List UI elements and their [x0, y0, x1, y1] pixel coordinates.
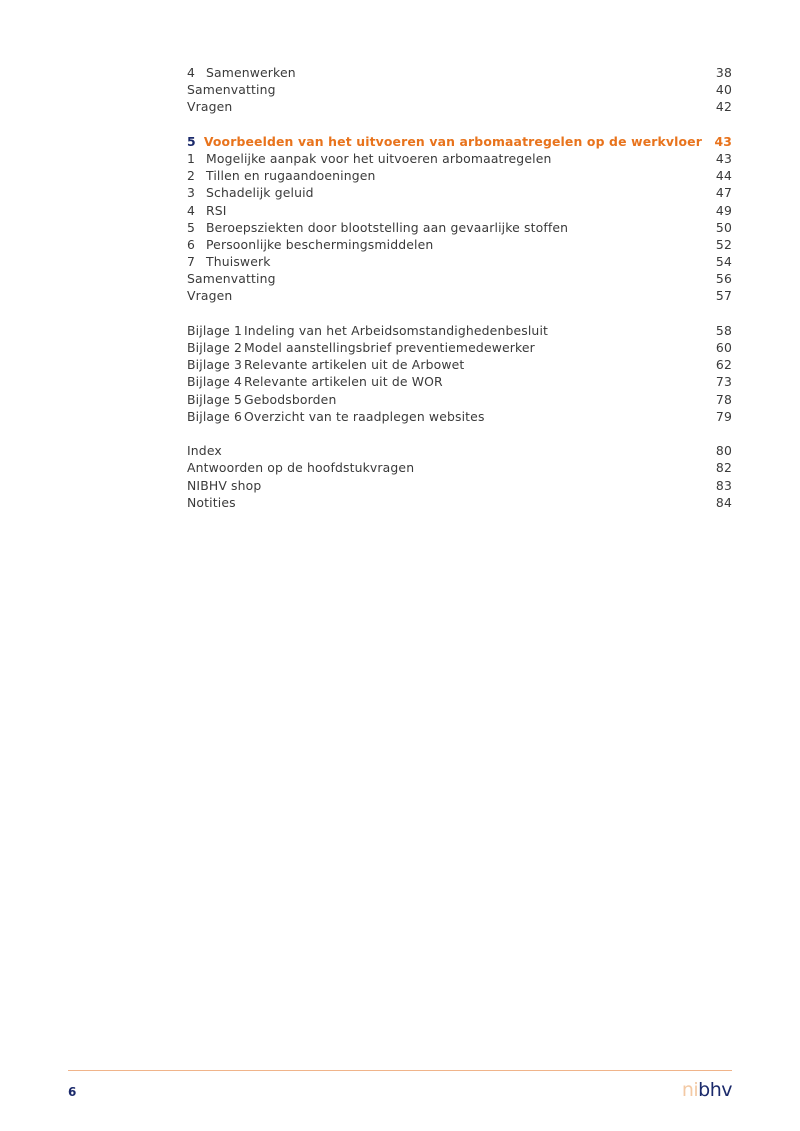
- logo-part-bhv: bhv: [698, 1079, 732, 1101]
- appendix-page: 62: [715, 357, 732, 373]
- appendix-page: 78: [715, 391, 732, 407]
- section-gap: [187, 116, 732, 133]
- toc-entry-number: 2: [187, 168, 196, 184]
- chapter-title: Voorbeelden van het uitvoeren van arbomaatregelen op de werkvloer: [203, 133, 702, 149]
- appendix-page: 73: [715, 374, 732, 390]
- toc-entry[interactable]: [187, 442, 732, 459]
- toc-entry[interactable]: [187, 459, 732, 476]
- toc-entry-title: Tillen en rugaandoeningen: [206, 168, 376, 184]
- chapter-page: 43: [714, 133, 732, 149]
- toc-entry[interactable]: [187, 202, 732, 219]
- toc-entry[interactable]: [187, 167, 732, 184]
- toc-entry-title: Index: [187, 443, 222, 459]
- toc-entry-title: Notities: [187, 494, 236, 510]
- toc-entry-number: 3: [187, 185, 196, 201]
- toc-appendix-entry[interactable]: [187, 322, 732, 339]
- appendix-number: Bijlage 2: [187, 340, 243, 355]
- toc-entry[interactable]: [187, 219, 732, 236]
- toc-entry[interactable]: [187, 270, 732, 287]
- appendix-title: Relevante artikelen uit de Arbowet: [244, 357, 465, 373]
- appendix-number: Bijlage 1: [187, 322, 243, 338]
- toc-entry-title: Mogelijke aanpak voor het uitvoeren arbomaatregelen: [206, 150, 552, 166]
- toc-entry-number: 4: [187, 65, 196, 80]
- appendix-title: Overzicht van te raadplegen websites: [244, 408, 485, 424]
- appendix-number: Bijlage 4: [187, 374, 243, 390]
- toc-entry-title: Antwoorden op de hoofdstukvragen: [187, 460, 415, 476]
- toc-entry-number: 1: [187, 150, 196, 166]
- section-gap: [187, 425, 732, 442]
- toc-entry-page: 43: [715, 150, 732, 166]
- toc-appendix-entry[interactable]: [187, 356, 732, 373]
- toc-entry[interactable]: [187, 236, 732, 253]
- appendix-title: Indeling van het Arbeidsomstandighedenbesluit: [244, 322, 549, 338]
- toc-appendix-entry[interactable]: [187, 373, 732, 390]
- section-gap: [187, 305, 732, 322]
- appendix-number: Bijlage 5: [187, 391, 243, 407]
- toc-entry-page: 38: [715, 65, 732, 80]
- toc-entry-page: 54: [715, 254, 732, 270]
- toc-appendix-entry[interactable]: [187, 339, 732, 356]
- toc-entry[interactable]: [187, 494, 732, 511]
- toc-entry[interactable]: [187, 64, 732, 81]
- toc-entry-title: Persoonlijke beschermingsmiddelen: [206, 236, 434, 252]
- toc-entry-title: Beroepsziekten door blootstelling aan gevaarlijke stoffen: [206, 219, 569, 235]
- appendix-title: Gebodsborden: [244, 391, 337, 407]
- toc-entry[interactable]: [187, 184, 732, 201]
- toc-entry[interactable]: [187, 477, 732, 494]
- appendix-page: 79: [715, 408, 732, 424]
- toc-entry-title: Schadelijk geluid: [206, 185, 314, 201]
- appendix-number: Bijlage 3: [187, 357, 243, 373]
- toc-entry-page: 49: [715, 202, 732, 218]
- toc-entry-page: 44: [715, 168, 732, 184]
- toc-chapter-heading[interactable]: [187, 133, 732, 150]
- table-of-contents: [187, 64, 732, 511]
- toc-entry-page: 83: [715, 477, 732, 493]
- logo-part-ni: ni: [681, 1079, 699, 1101]
- footer-divider: [68, 1070, 732, 1071]
- toc-entry[interactable]: [187, 150, 732, 167]
- toc-entry-page: 57: [715, 288, 732, 304]
- toc-entry-title: RSI: [206, 202, 227, 218]
- toc-entry[interactable]: [187, 287, 732, 304]
- toc-entry-title: Samenwerken: [206, 65, 296, 80]
- toc-entry-page: 52: [715, 236, 732, 252]
- toc-entry-number: 5: [187, 219, 196, 235]
- toc-entry-page: 40: [715, 82, 732, 98]
- appendix-number: Bijlage 6: [187, 408, 243, 424]
- toc-entry-page: 42: [715, 99, 732, 115]
- nibhv-logo: [682, 1079, 732, 1101]
- toc-entry-page: 82: [715, 460, 732, 476]
- toc-entry[interactable]: [187, 253, 732, 270]
- toc-entry-title: Vragen: [187, 288, 233, 304]
- appendix-page: 60: [715, 340, 732, 355]
- toc-entry-page: 80: [715, 443, 732, 459]
- toc-entry-page: 47: [715, 185, 732, 201]
- toc-entry-number: 4: [187, 202, 196, 218]
- toc-entry-title: NIBHV shop: [187, 477, 262, 493]
- chapter-number: 5: [187, 133, 196, 149]
- toc-entry[interactable]: [187, 98, 732, 115]
- toc-entry-title: Vragen: [187, 99, 233, 115]
- appendix-title: Relevante artikelen uit de WOR: [244, 374, 443, 390]
- toc-entry-title: Samenvatting: [187, 271, 276, 287]
- toc-entry-page: 50: [715, 219, 732, 235]
- toc-entry-page: 56: [715, 271, 732, 287]
- toc-entry-title: Samenvatting: [187, 82, 276, 98]
- toc-entry-number: 6: [187, 236, 196, 252]
- appendix-page: 58: [715, 322, 732, 338]
- toc-appendix-entry[interactable]: [187, 391, 732, 408]
- toc-appendix-entry[interactable]: [187, 408, 732, 425]
- toc-entry-title: Thuiswerk: [206, 254, 271, 270]
- toc-entry-number: 7: [187, 254, 196, 270]
- appendix-title: Model aanstellingsbrief preventiemedewerker: [244, 340, 535, 355]
- toc-entry[interactable]: [187, 81, 732, 98]
- toc-entry-page: 84: [715, 494, 732, 510]
- page-number: 6: [68, 1085, 77, 1099]
